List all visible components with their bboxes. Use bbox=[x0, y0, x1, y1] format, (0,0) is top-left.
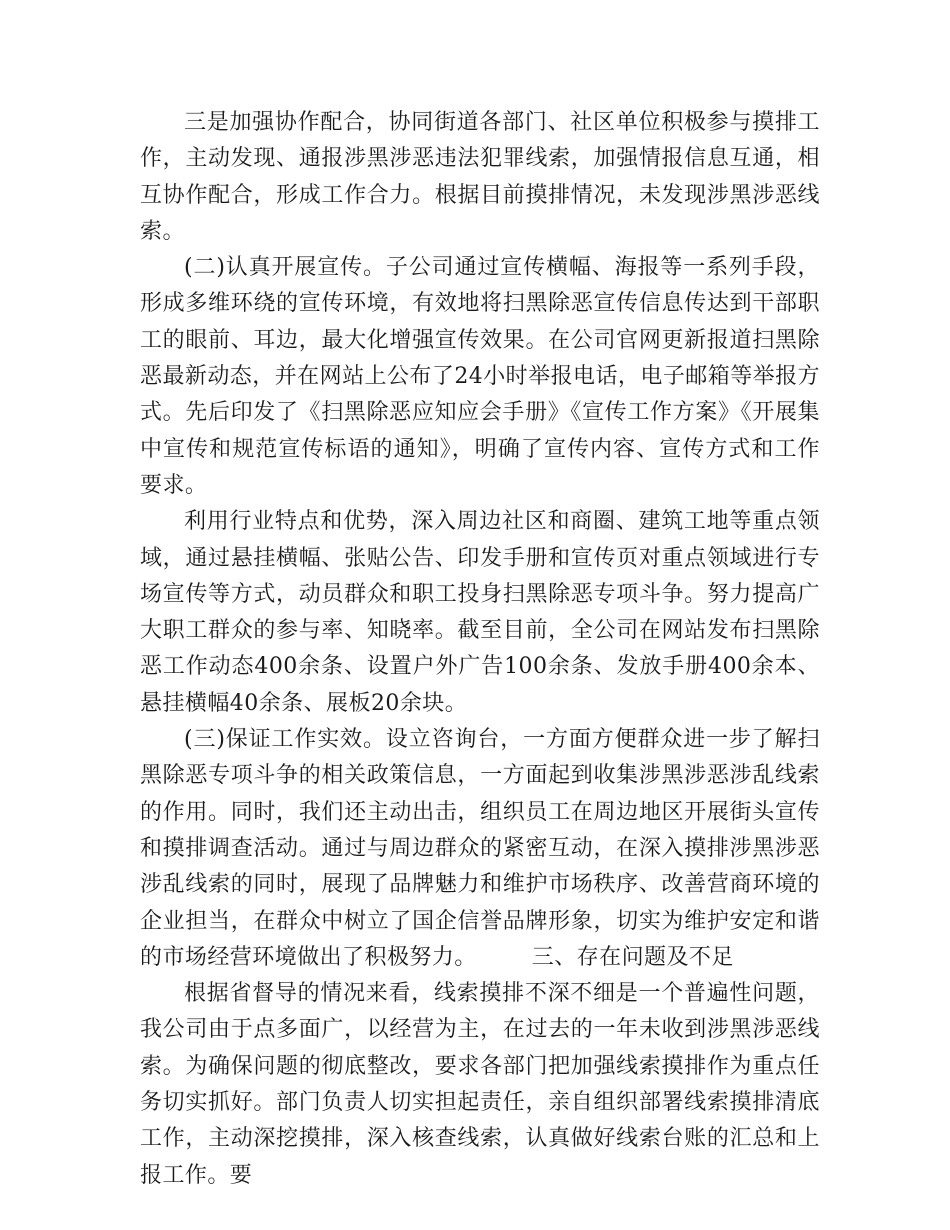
section-heading-problems: 三、存在问题及不足 bbox=[531, 944, 734, 970]
paragraph-publicity: (二)认真开展宣传。子公司通过宣传横幅、海报等一系列手段，形成多维环绕的宣传环境，有效地将扫黑除恶宣传信息传达到干部职工的眼前、耳边，最大化增强宣传效果。在公司官网更新报道扫黑除恶最新动态，并在网站上公布了24小时举报电话，电子邮箱等举报方式。先后印发了《扫黑除恶应知应会手册》《宣传工作方案》《开展集中宣传和规范宣传标语的通知》，明确了宣传内容、宣传方式和工作要求。 bbox=[140, 255, 820, 498]
paragraph-work-effectiveness bbox=[140, 722, 820, 976]
document-body bbox=[140, 105, 820, 1194]
paragraph-problems: 根据省督导的情况来看，线索摸排不深不细是一个普遍性问题，我公司由于点多面广，以经营为主，在过去的一年未收到涉黑涉恶线索。为确保问题的彻底整改，要求各部门把加强线索摸排作为重点任务切实抓好。部门负责人切实担起责任，亲自组织部署线索摸排清底工作，主动深挖摸排，深入核查线索，认真做好线索台账的汇总和上报工作。要 bbox=[140, 981, 820, 1188]
paragraph-coordination: 三是加强协作配合，协同街道各部门、社区单位积极参与摸排工作，主动发现、通报涉黑涉恶违法犯罪线索，加强情报信息互通，相互协作配合，形成工作合力。根据目前摸排情况，未发现涉黑涉恶线索。 bbox=[140, 110, 820, 244]
paragraph-industry-advantage: 利用行业特点和优势，深入周边社区和商圈、建筑工地等重点领域，通过悬挂横幅、张贴公告、印发手册和宣传页对重点领域进行专场宣传等方式，动员群众和职工投身扫黑除恶专项斗争。努力提高广大职工群众的参与率、知晓率。截至目前，全公司在网站发布扫黑除恶工作动态400余条、设置户外广告100余条、发放手册400余本、悬挂横幅40余条、展板20余块。 bbox=[140, 509, 820, 716]
paragraph-work-effectiveness-text: (三)保证工作实效。设立咨询台，一方面方便群众进一步了解扫黑除恶专项斗争的相关政策信息，一方面起到收集涉黑涉恶涉乱线索的作用。同时，我们还主动出击，组织员工在周边地区开展街头宣传和摸排调查活动。通过与周边群众的紧密互动，在深入摸排涉黑涉恶涉乱线索的同时，展现了品牌魅力和维护市场秩序、改善营商环境的企业担当，在群众中树立了国企信誉品牌形象，切实为维护安定和谐的市场经营环境做出了积极努力。 bbox=[140, 727, 820, 970]
